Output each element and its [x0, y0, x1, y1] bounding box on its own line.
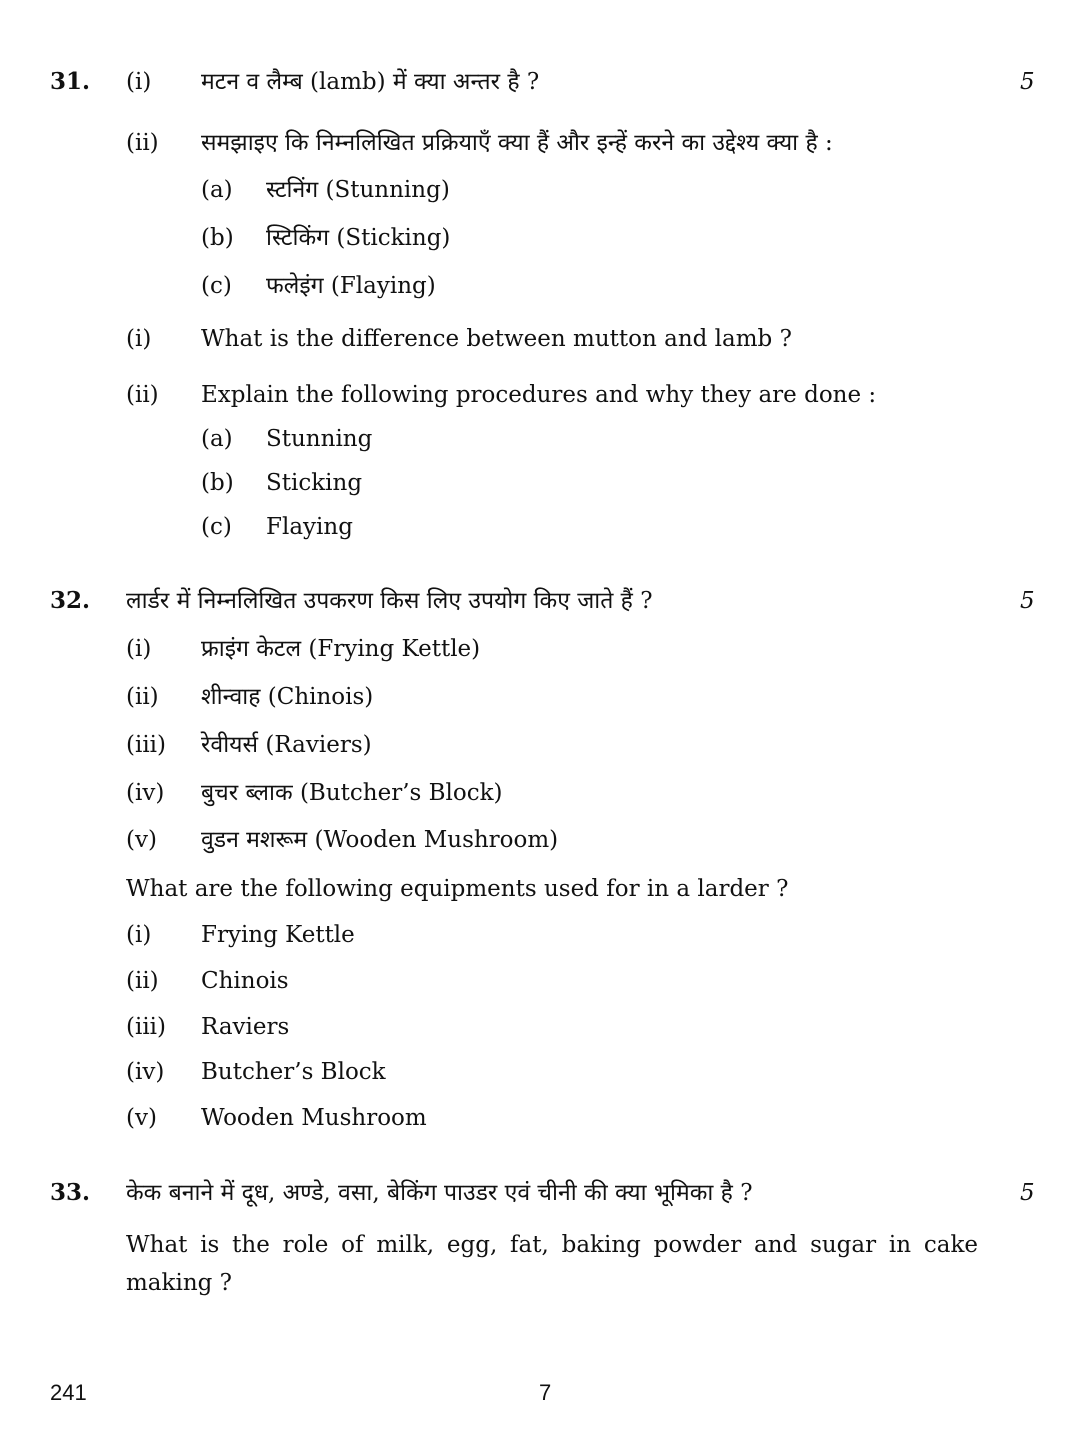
q32-hi-item-label: (iii) — [126, 732, 167, 758]
page-number: 7 — [539, 1380, 552, 1405]
q32-hi-item-text: फ्राइंग केटल (Frying Kettle) — [201, 636, 481, 662]
q31-number: 31. — [50, 68, 91, 95]
q32-en-item-label: (i) — [126, 922, 152, 948]
q32-en-question: What are the following equipments used for in a larder ? — [126, 876, 789, 902]
q32-hi-item-label: (i) — [126, 636, 152, 662]
q31-en-i-label: (i) — [126, 326, 152, 352]
q32-en-item-text: Wooden Mushroom — [201, 1105, 427, 1131]
q31-en-ii-label: (ii) — [126, 382, 159, 408]
paper-code: 241 — [50, 1380, 87, 1405]
q31-hi-sub-label: (a) — [201, 177, 233, 203]
q31-hi-sub-text: स्टनिंग (Stunning) — [266, 177, 450, 203]
q32-number: 32. — [50, 587, 91, 614]
q33-en-question: What is the role of milk, egg, fat, baking powder and sugar in cake making ? — [126, 1232, 978, 1296]
q32-hi-item-label: (ii) — [126, 684, 159, 710]
q31-en-i-text: What is the difference between mutton and lamb ? — [201, 326, 792, 352]
q31-hi-sub-text: स्टिकिंग (Sticking) — [266, 225, 451, 251]
q31-hi-sub-label: (c) — [201, 273, 232, 299]
q32-hi-item-label: (iv) — [126, 780, 165, 806]
q31-en-sub-text: Flaying — [266, 514, 353, 540]
q31-en-sub-text: Sticking — [266, 470, 363, 496]
q32-hi-item-text: बुचर ब्लाक (Butcher’s Block) — [201, 780, 503, 806]
q31-hi-sub-text: फलेइंग (Flaying) — [266, 273, 436, 299]
q31-hi-i-label: (i) — [126, 69, 152, 95]
q33-number: 33. — [50, 1179, 91, 1206]
q31-hi-sub-label: (b) — [201, 225, 234, 251]
q33-marks: 5 — [1020, 1180, 1035, 1206]
q31-en-sub-label: (c) — [201, 514, 232, 540]
q33-hi-question: केक बनाने में दूध, अण्डे, वसा, बेकिंग पाउडर एवं चीनी की क्या भूमिका है ? — [126, 1180, 753, 1206]
q31-en-sub-label: (a) — [201, 426, 233, 452]
q32-en-item-label: (iv) — [126, 1059, 165, 1085]
q31-hi-ii-label: (ii) — [126, 130, 159, 156]
q32-en-item-text: Raviers — [201, 1014, 290, 1040]
q32-en-item-label: (v) — [126, 1105, 157, 1131]
q32-hi-item-text: शीन्वाह (Chinois) — [201, 684, 374, 710]
q32-en-item-text: Chinois — [201, 968, 289, 994]
q32-hi-item-text: रेवीयर्स (Raviers) — [201, 732, 372, 758]
q32-en-item-label: (ii) — [126, 968, 159, 994]
q32-hi-question: लार्डर में निम्नलिखित उपकरण किस लिए उपयोग किए जाते हैं ? — [126, 588, 653, 614]
q31-hi-i-text: मटन व लैम्ब (lamb) में क्या अन्तर है ? — [201, 69, 540, 95]
q31-en-sub-text: Stunning — [266, 426, 373, 452]
q32-en-item-label: (iii) — [126, 1014, 167, 1040]
q32-en-item-text: Butcher’s Block — [201, 1059, 386, 1085]
q32-hi-item-label: (v) — [126, 827, 157, 853]
q31-en-ii-text: Explain the following procedures and why they are done : — [201, 382, 877, 408]
q32-hi-item-text: वुडन मशरूम (Wooden Mushroom) — [201, 827, 559, 853]
q31-marks: 5 — [1020, 69, 1035, 95]
q32-marks: 5 — [1020, 588, 1035, 614]
q31-hi-ii-text: समझाइए कि निम्नलिखित प्रक्रियाएँ क्या हैं और इन्हें करने का उद्देश्य क्या है : — [201, 130, 833, 156]
q31-en-sub-label: (b) — [201, 470, 234, 496]
q32-en-item-text: Frying Kettle — [201, 922, 355, 948]
